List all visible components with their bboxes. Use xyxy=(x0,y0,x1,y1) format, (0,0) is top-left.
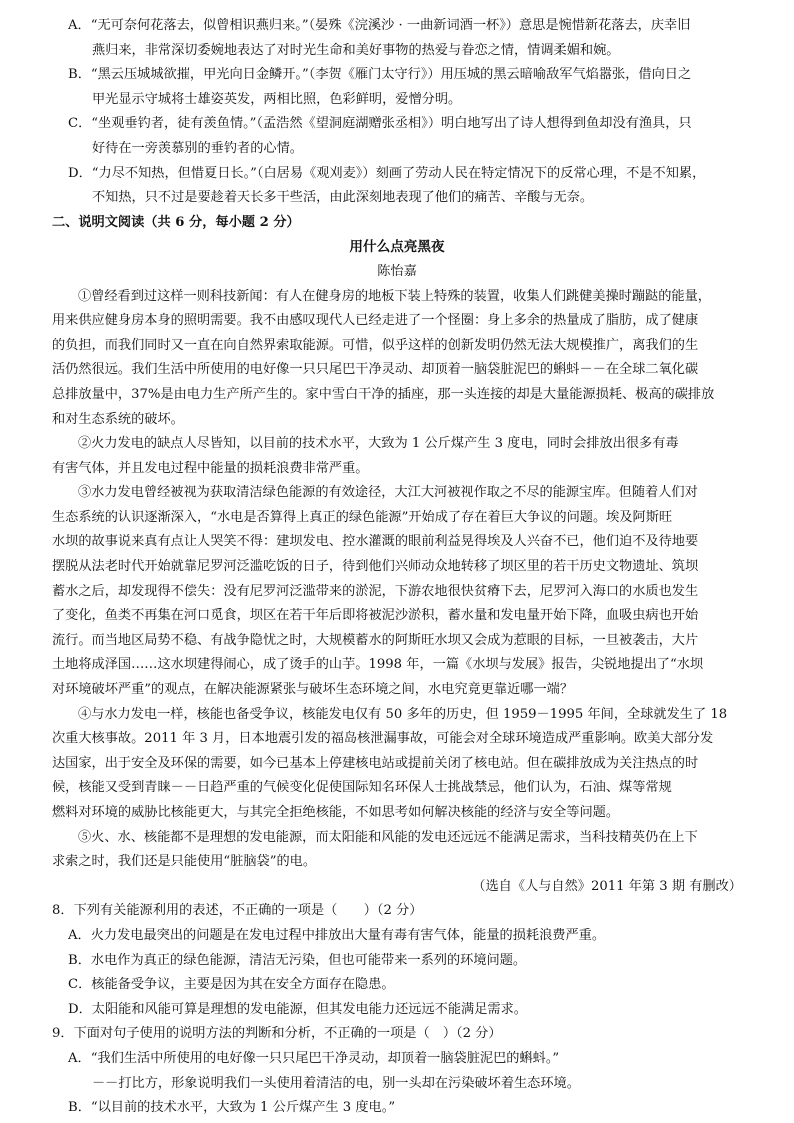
article-source: （选自《人与自然》2011 年第 3 期 有删改） xyxy=(472,878,742,894)
paragraph-line: 用来供应健身房本身的照明需要。我不由感叹现代人已经走进了一个怪圈：身上多余的热量成了脂肪，成了健康 xyxy=(52,313,699,329)
q9-stem: 9．下面对句子使用的说明方法的判断和分析，不正确的一项是（ ）（2 分） xyxy=(52,1026,502,1042)
paragraph-line: 流行。而当地区局势不稳、有战争隐忧之时，大规模蓄水的阿斯旺水坝又会成为惹眼的目标，一旦被袭击，大片 xyxy=(52,632,699,648)
paragraph-line: 土地将成泽国……这水坝建得闹心，成了烫手的山芋。1998 年，一篇《水坝与发展》报告，尖锐地提出了“水坝 xyxy=(52,657,704,673)
paragraph-line: 次重大核事故。2011 年 3 月，日本地震引发的福岛核泄漏事故，可能会对全球环境造成严重影响。欧美大部分发 xyxy=(52,731,714,747)
paragraph-line: ②火力发电的缺点人尽皆知，以目前的技术水平，大致为 1 公斤煤产生 3 度电，同时会排放出很多有毒 xyxy=(78,436,679,452)
q7-option-a-line2: 燕归来，非常深切委婉地表达了对时光生命和美好事物的热爱与眷恋之情，情调柔媚和婉。 xyxy=(92,42,620,58)
paragraph-line: 候，核能又受到青睐－－日趋严重的气候变化促使国际知名环保人士挑战禁忌，他们认为，石油、煤等常规 xyxy=(52,780,672,796)
q7-options xyxy=(52,14,742,211)
paragraph-line: 蓄水之后，却发现得不偿失：没有尼罗河泛滥带来的淤泥，下游农地很快贫瘠下去，尼罗河入海口的水质也发生 xyxy=(52,583,699,599)
q8-option-d: D．太阳能和风能可算是理想的发电能源，但其发电能力还远远不能满足需求。 xyxy=(68,1001,527,1017)
q7-option-a-line1: A．“无可奈何花落去，似曾相识燕归来。”（晏殊《浣溪沙 · 一曲新词酒一杯》）意思是惋惜新花落去，庆幸旧 xyxy=(68,18,691,33)
paragraph-line: 和对生态系统的破坏。 xyxy=(52,411,184,427)
paragraph-line: ④与水力发电一样，核能也备受争议，核能发电仅有 50 多年的历史，但 1959－1995 年间，全球就发生了 18 xyxy=(78,706,728,722)
paragraph-4 xyxy=(52,703,742,826)
paragraph-line: 活仍然很远。我们生活中所使用的电好像一只只尾巴干净灵动、却顶着一脑袋脏泥巴的蝌蚪－－在全球二氧化碳 xyxy=(52,362,699,378)
paragraph-line: 达国家，出于安全及环保的需要，如今已基本上停建核电站或提前关闭了核电站。但在碳排放成为关注热点的时 xyxy=(52,755,699,771)
paragraph-line: ③水力发电曾经被视为获取清洁绿色能源的有效途径，大江大河被视作取之不尽的能源宝库。但随着人们对 xyxy=(78,485,698,501)
article-body xyxy=(52,285,742,875)
q7-option-b-line2: 甲光显示守城将士雄姿英发，两相比照，色彩鲜明，爱憎分明。 xyxy=(92,91,462,107)
paragraph-line: ⑤火、水、核能都不是理想的发电能源，而太阳能和风能的发电还远远不能满足需求，当科技精英仍在上下 xyxy=(78,829,698,845)
q9-option-a-note: －－打比方，形象说明我们一头使用着清洁的电，别一头却在污染破坏着生态环境。 xyxy=(92,1075,580,1091)
paragraph-line: 对环境破坏严重”的观点，在解决能源紧张与破坏生态环境之间，水电究竟更靠近哪一端？ xyxy=(52,682,574,698)
section-heading: 二、说明文阅读（共 6 分，每小题 2 分） xyxy=(52,214,300,230)
paragraph-line: 摆脱从法老时代开始就靠尼罗河泛滥吃饭的日子，待到他们兴师动众地转移了坝区里的若干历史文物遗址、筑坝 xyxy=(52,559,699,575)
q7-option-d-line2: 不知热，只不过是要趁着天长多干些活，由此深刻地表现了他们的痛苦、辛酸与无奈。 xyxy=(92,190,594,206)
paragraph-line: 生态系统的认识逐渐深入，“水电是否算得上真正的绿色能源”开始成了存在着巨大争议的问题。埃及阿斯旺 xyxy=(52,509,673,525)
paragraph-line: ①曾经看到过这样一则科技新闻：有人在健身房的地板下装上特殊的装置，收集人们跳健美操时蹦跶的能量， xyxy=(78,288,711,304)
paragraph-2 xyxy=(52,432,742,481)
article-author: 陈怡嘉 xyxy=(377,263,417,279)
paragraph-line: 了变化，鱼类不再集在河口觅食，坝区在若干年后即将被泥沙淤积，蓄水量和发电量开始下降，血吸虫病也开始 xyxy=(52,608,699,624)
paragraph-line: 总排放量中，37%是由电力生产所产生的。家中雪白干净的插座，那一头连接的却是大量能源损耗、极高的碳排放 xyxy=(52,386,715,402)
exam-page xyxy=(52,14,742,1121)
paragraph-line: 水坝的故事说来真有点让人哭笑不得：建坝发电、控水灌溉的眼前利益晃得埃及人兴奋不已，他们迫不及待地要 xyxy=(52,534,699,550)
q8-option-c: C．核能备受争议，主要是因为其在安全方面存在隐患。 xyxy=(68,977,395,993)
paragraph-5 xyxy=(52,826,742,875)
q8-stem: 8．下列有关能源利用的表述，不正确的一项是（ ）（2 分） xyxy=(52,903,423,919)
q7-option-d-line1: D．“力尽不知热，但惜夏日长。”（白居易《观刈麦》）刻画了劳动人民在特定情况下的反常心理，不是不知累， xyxy=(68,165,706,181)
paragraph-line: 燃料对环境的威胁比核能更大，与其完全拒绝核能，不如思考如何解决核能的经济与安全等问题。 xyxy=(52,805,620,820)
question-9 xyxy=(52,1022,742,1120)
q9-option-b: B．“以目前的技术水平，大致为 1 公斤煤产生 3 度电。” xyxy=(68,1100,396,1116)
question-8 xyxy=(52,899,742,1022)
q7-option-c-line2: 好待在一旁羡慕别的垂钓者的心情。 xyxy=(92,140,303,156)
q8-option-b: B．水电作为真正的绿色能源，清洁无污染，但也可能带来一系列的环境问题。 xyxy=(68,952,527,968)
paragraph-1 xyxy=(52,285,742,433)
paragraph-3 xyxy=(52,481,742,702)
q9-option-a: A．“我们生活中所使用的电好像一只只尾巴干净灵动，却顶着一脑袋脏泥巴的蝌蚪。” xyxy=(68,1050,560,1066)
q7-option-b-line1: B．“黑云压城城欲摧，甲光向日金鳞开。”（李贺《雁门太守行》）用压城的黑云暗喻敌军气焰嚣张，借向日之 xyxy=(68,67,692,83)
article-title: 用什么点亮黑夜 xyxy=(349,239,445,256)
paragraph-line: 求索之时，我们还是只能使用“脏脑袋”的电。 xyxy=(52,854,317,870)
paragraph-line: 的负担，而我们同时又一直在向自然界索取能源。可惜，似乎这样的创新发明仍然无法大规模推广，离我们的生 xyxy=(52,337,699,353)
q8-option-a: A．火力发电最突出的问题是在发电过程中排放出大量有毒有害气体，能量的损耗浪费严重。 xyxy=(68,927,606,943)
paragraph-line: 有害气体，并且发电过程中能量的损耗浪费非常严重。 xyxy=(52,460,369,476)
q7-option-c-line1: C．“坐观垂钓者，徒有羡鱼情。”（孟浩然《望洞庭湖赠张丞相》）明白地写出了诗人想得到鱼却没有渔具，只 xyxy=(68,116,692,132)
